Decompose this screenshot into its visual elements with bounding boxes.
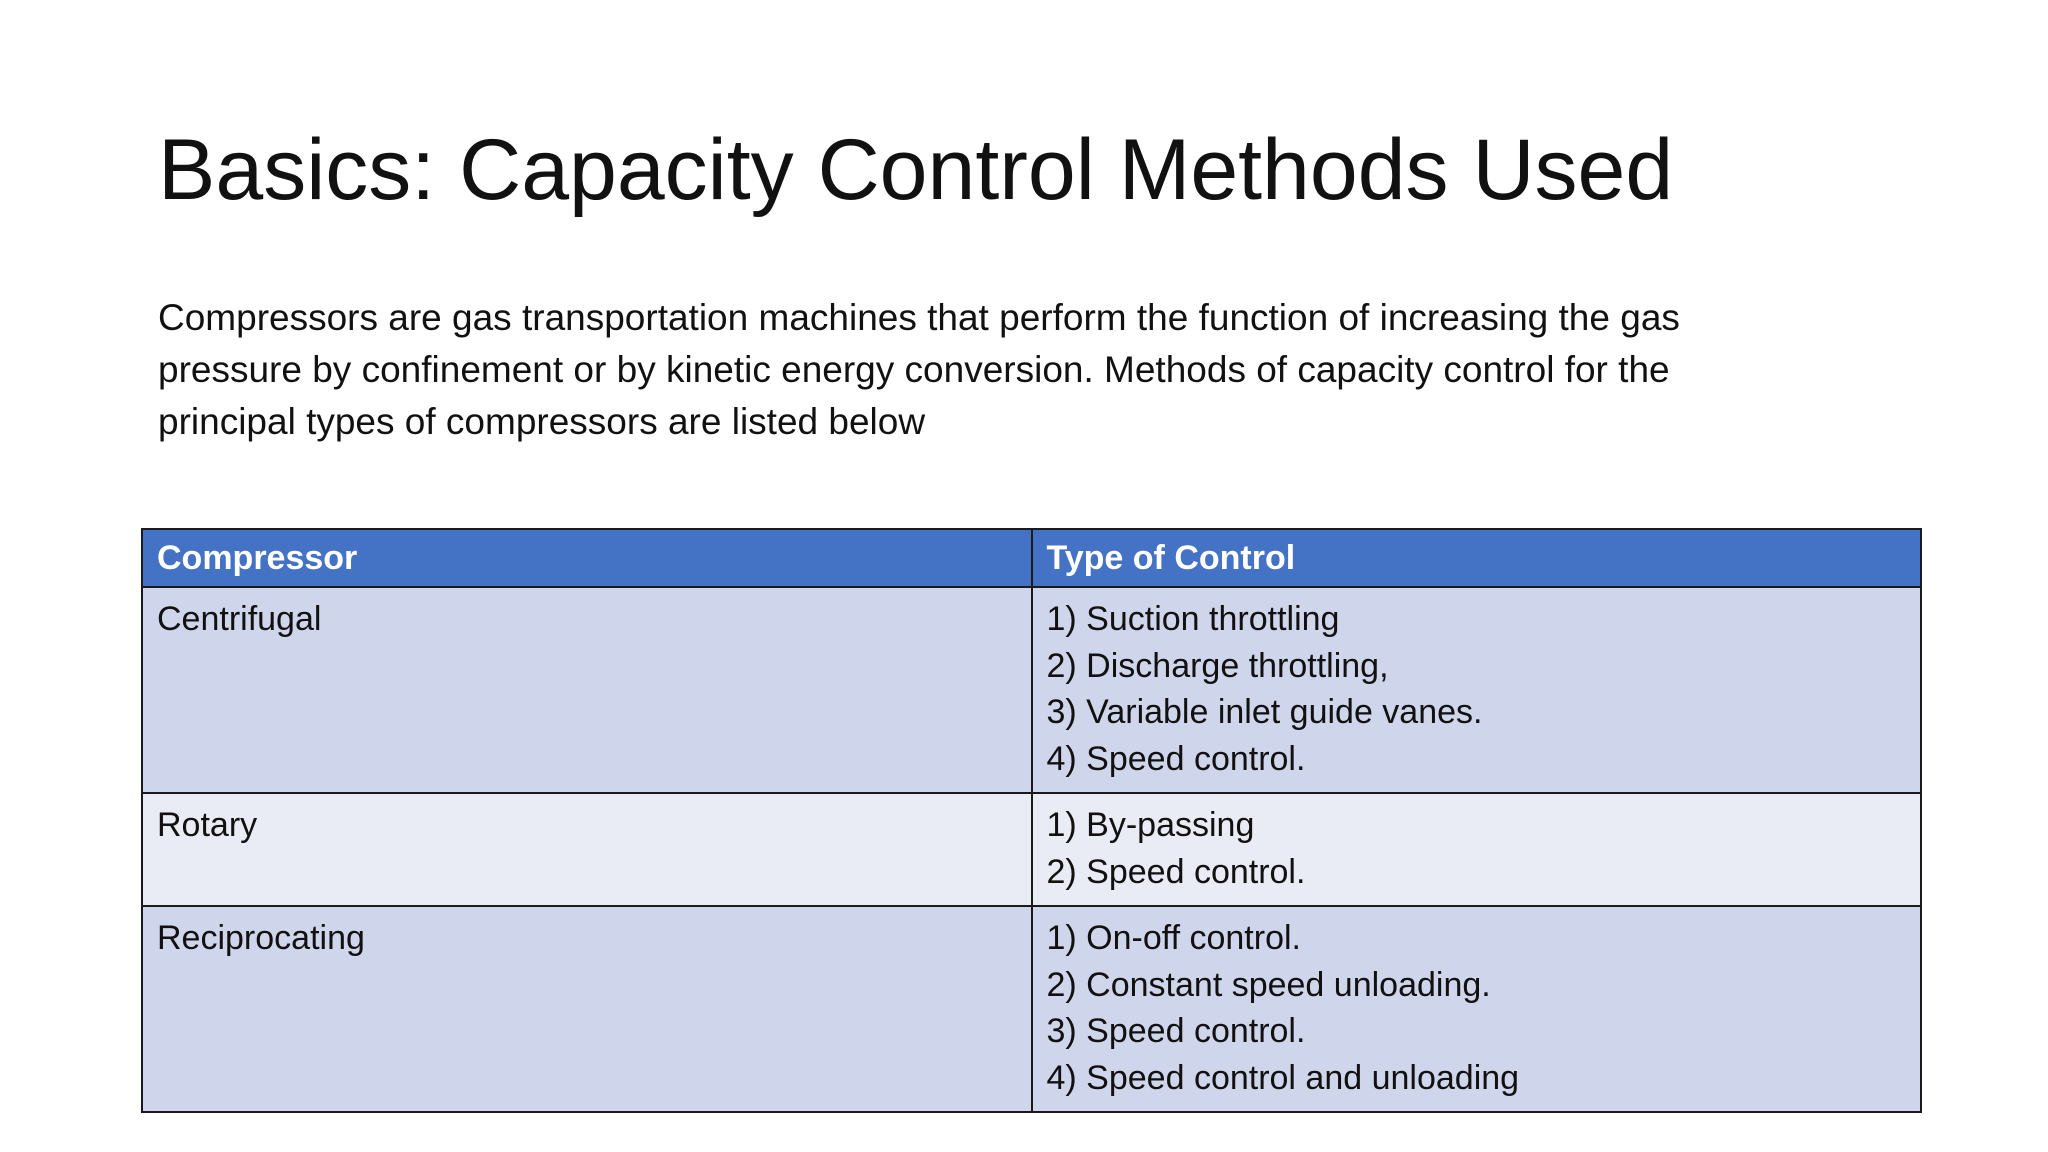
control-item: 3) Variable inlet guide vanes. [1046, 693, 1483, 731]
control-item: 2) Constant speed unloading. [1046, 965, 1491, 1004]
table-header-row [142, 529, 1921, 587]
controls-cell [1032, 587, 1922, 793]
table-row [142, 587, 1921, 793]
slide-title: Basics: Capacity Control Methods Used [158, 122, 1674, 218]
controls-cell [1032, 793, 1922, 906]
table-row [142, 793, 1921, 906]
control-item: 2) Discharge throttling, [1046, 646, 1389, 685]
table-row [142, 906, 1921, 1112]
control-item: 4) Speed control and unloading [1046, 1058, 1520, 1097]
control-item: 2) Speed control. [1046, 852, 1306, 891]
body-line: pressure by confinement or by kinetic energy conversion. Methods of capacity control for the [158, 349, 1670, 390]
compressor-cell: Rotary [142, 793, 1032, 906]
header-compressor: Compressor [142, 529, 1032, 587]
slide-body-text [158, 292, 1818, 448]
body-line: Compressors are gas transportation machines that perform the function of increasing the gas [158, 297, 1680, 338]
compressor-cell: Centrifugal [142, 587, 1032, 793]
body-line: principal types of compressors are listed below [158, 401, 926, 442]
control-item: 1) By-passing [1046, 806, 1255, 844]
control-item: 3) Speed control. [1046, 1012, 1306, 1050]
control-item: 1) Suction throttling [1046, 600, 1340, 638]
capacity-control-table [141, 528, 1922, 1113]
control-item: 1) On-off control. [1046, 919, 1301, 957]
compressor-cell: Reciprocating [142, 906, 1032, 1112]
controls-cell [1032, 906, 1922, 1112]
header-type-of-control: Type of Control [1032, 529, 1922, 587]
control-item: 4) Speed control. [1046, 739, 1306, 778]
